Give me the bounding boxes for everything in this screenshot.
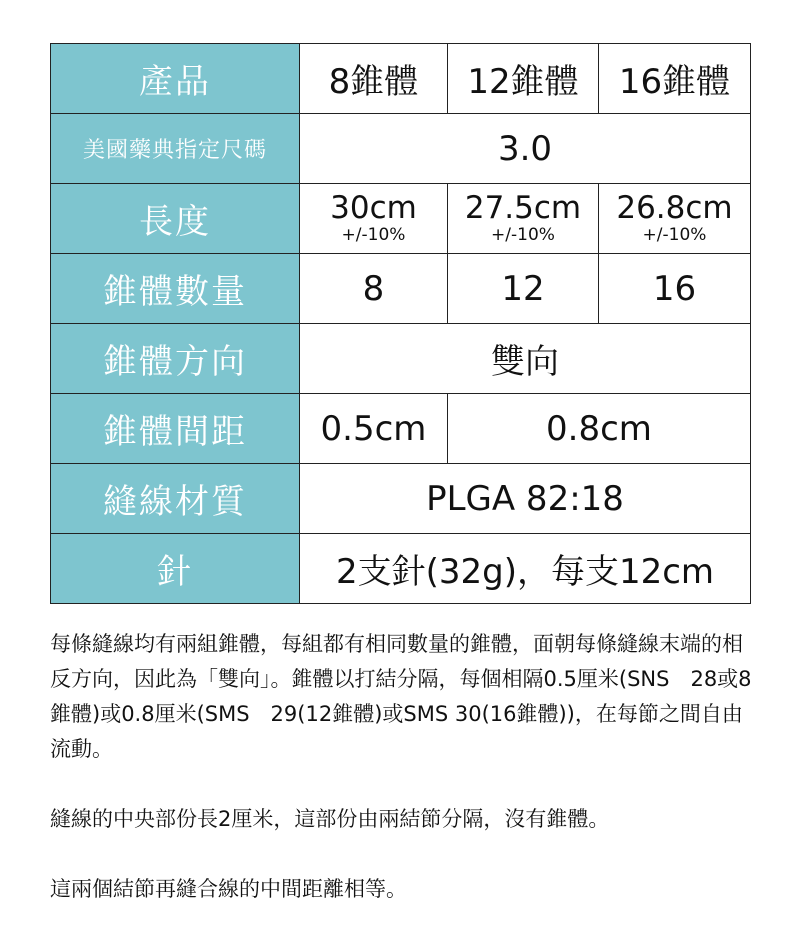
length-8-cone bbox=[300, 184, 448, 254]
row-needle bbox=[51, 534, 751, 604]
header-needle: 針 bbox=[51, 534, 300, 604]
row-cone-count bbox=[51, 254, 751, 324]
row-product bbox=[51, 44, 751, 114]
length-tolerance: +/-10% bbox=[341, 225, 406, 245]
product-16-cone: 16錐體 bbox=[599, 44, 751, 114]
length-value: 26.8cm bbox=[616, 190, 733, 226]
header-material: 縫線材質 bbox=[51, 464, 300, 534]
row-cone-direction bbox=[51, 324, 751, 394]
note-paragraph: 這兩個結節再縫合線的中間距離相等。 bbox=[50, 877, 407, 901]
length-tolerance: +/-10% bbox=[642, 225, 707, 245]
needle-value: 2支針(32g)，每支12cm bbox=[300, 534, 751, 604]
usp-size-value: 3.0 bbox=[300, 114, 751, 184]
spec-table bbox=[50, 43, 751, 604]
header-length: 長度 bbox=[51, 184, 300, 254]
row-length bbox=[51, 184, 751, 254]
cone-count-12: 12 bbox=[448, 254, 599, 324]
description-notes bbox=[50, 627, 752, 907]
cone-spacing-12-16: 0.8cm bbox=[448, 394, 751, 464]
material-value: PLGA 82:18 bbox=[300, 464, 751, 534]
header-product: 產品 bbox=[51, 44, 300, 114]
note-paragraph: 縫線的中央部份長2厘米，這部份由兩結節分隔，沒有錐體。 bbox=[50, 807, 610, 831]
cone-spacing-8: 0.5cm bbox=[300, 394, 448, 464]
note-paragraph: 每條縫線均有兩組錐體，每組都有相同數量的錐體，面朝每條縫線末端的相反方向，因此為「雙向」。錐體以打結分隔，每個相隔0.5厘米(SNS 28或8錐體)或0.8厘米(SMS 29(12錐體)或SMS 30(16錐體))，在每節之間自由流動。 bbox=[50, 632, 752, 761]
length-tolerance: +/-10% bbox=[491, 225, 555, 245]
header-cone-spacing: 錐體間距 bbox=[51, 394, 300, 464]
length-12-cone bbox=[448, 184, 599, 254]
product-8-cone: 8錐體 bbox=[300, 44, 448, 114]
cone-count-8: 8 bbox=[300, 254, 448, 324]
row-usp-size bbox=[51, 114, 751, 184]
header-cone-count: 錐體數量 bbox=[51, 254, 300, 324]
cone-count-16: 16 bbox=[599, 254, 751, 324]
length-16-cone bbox=[599, 184, 751, 254]
row-material bbox=[51, 464, 751, 534]
length-value: 27.5cm bbox=[464, 190, 582, 226]
header-cone-direction: 錐體方向 bbox=[51, 324, 300, 394]
length-value: 30cm bbox=[330, 190, 417, 226]
header-usp-size: 美國藥典指定尺碼 bbox=[51, 114, 300, 184]
row-cone-spacing bbox=[51, 394, 751, 464]
cone-direction-value: 雙向 bbox=[300, 324, 751, 394]
product-12-cone: 12錐體 bbox=[448, 44, 599, 114]
